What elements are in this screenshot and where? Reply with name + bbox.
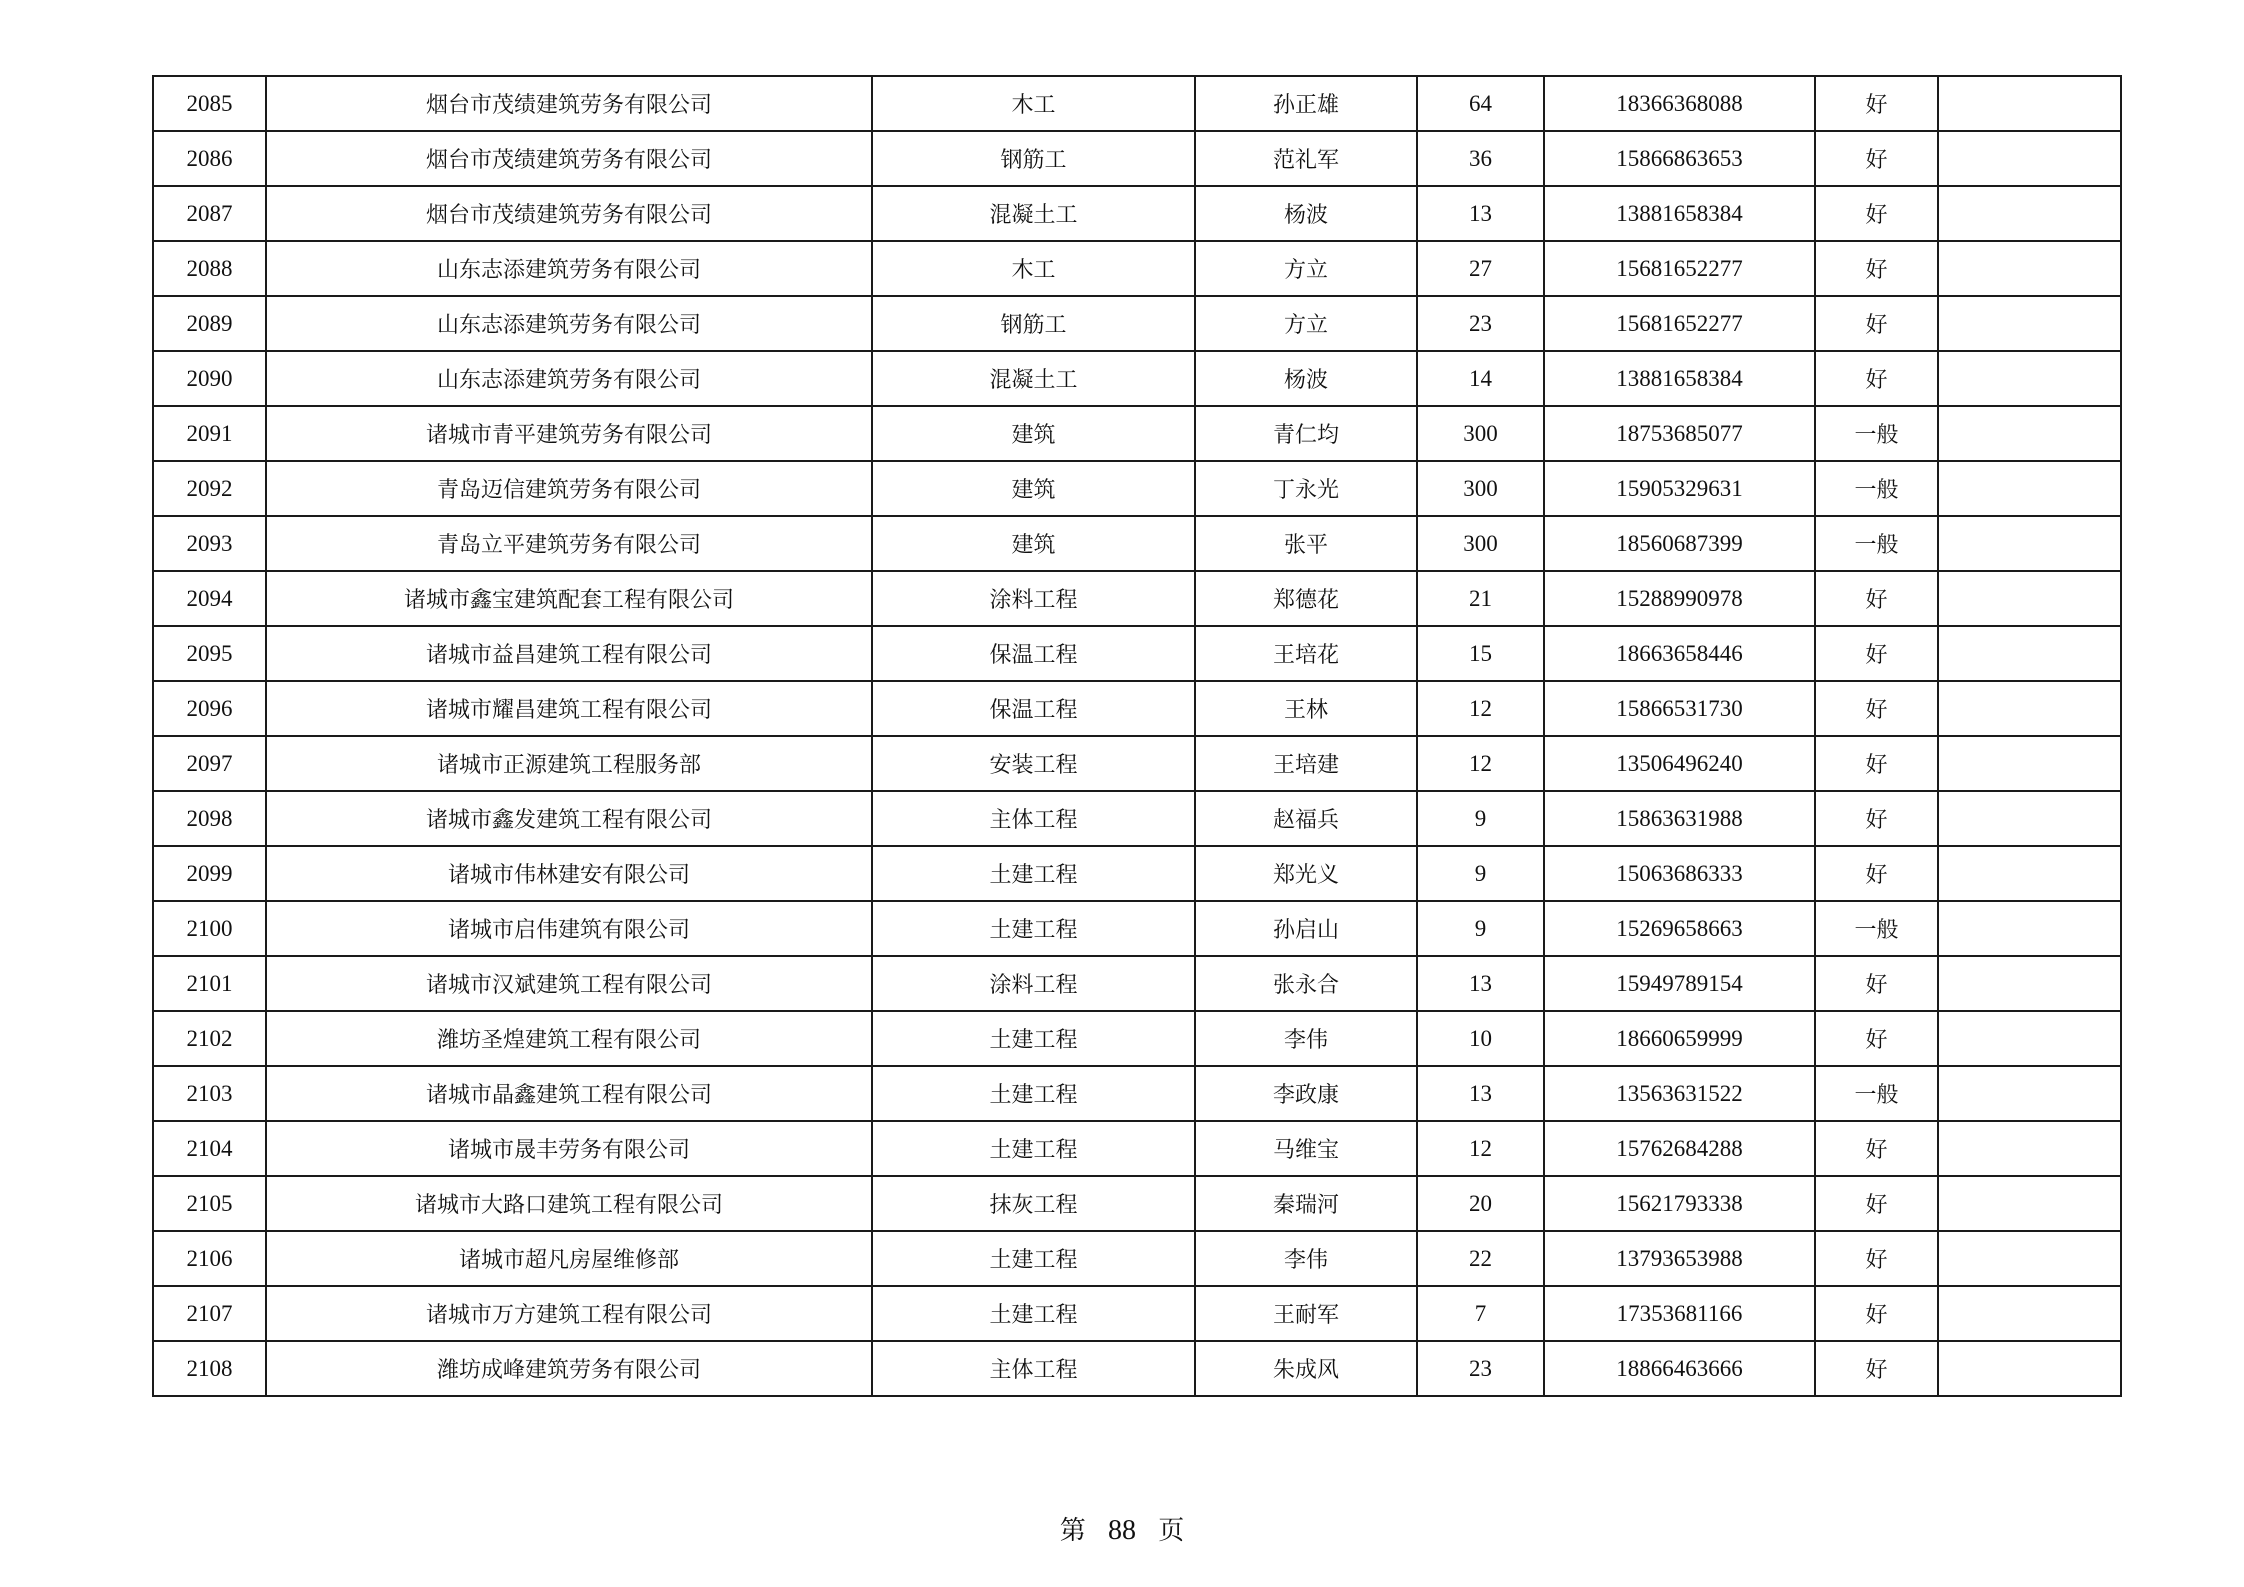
table-row [153,516,2121,571]
cell-trade: 土建工程 [872,1011,1195,1066]
cell-count: 23 [1417,1341,1544,1396]
cell-note [1938,1341,2121,1396]
cell-contact: 王林 [1195,681,1417,736]
table-row [153,1341,2121,1396]
cell-phone: 15949789154 [1544,956,1815,1011]
cell-rating: 好 [1815,846,1938,901]
cell-phone: 13793653988 [1544,1231,1815,1286]
table-row [153,626,2121,681]
cell-rating: 好 [1815,1011,1938,1066]
cell-contact: 王培建 [1195,736,1417,791]
table-row [153,1231,2121,1286]
cell-seq: 2097 [153,736,266,791]
cell-contact: 王培花 [1195,626,1417,681]
cell-seq: 2103 [153,1066,266,1121]
cell-rating: 好 [1815,681,1938,736]
cell-company: 诸城市晟丰劳务有限公司 [266,1121,872,1176]
cell-note [1938,956,2121,1011]
table-row [153,1176,2121,1231]
cell-seq: 2091 [153,406,266,461]
cell-note [1938,736,2121,791]
cell-contact: 李伟 [1195,1011,1417,1066]
cell-count: 14 [1417,351,1544,406]
cell-phone: 15866863653 [1544,131,1815,186]
cell-contact: 丁永光 [1195,461,1417,516]
cell-seq: 2105 [153,1176,266,1231]
cell-phone: 15762684288 [1544,1121,1815,1176]
cell-seq: 2101 [153,956,266,1011]
cell-trade: 混凝土工 [872,186,1195,241]
cell-company: 青岛立平建筑劳务有限公司 [266,516,872,571]
cell-rating: 好 [1815,1341,1938,1396]
cell-rating: 好 [1815,241,1938,296]
cell-note [1938,571,2121,626]
cell-count: 23 [1417,296,1544,351]
cell-seq: 2098 [153,791,266,846]
cell-phone: 15866531730 [1544,681,1815,736]
table-row [153,1121,2121,1176]
cell-rating: 好 [1815,1286,1938,1341]
table-row [153,131,2121,186]
cell-count: 13 [1417,956,1544,1011]
cell-contact: 方立 [1195,241,1417,296]
cell-seq: 2100 [153,901,266,956]
cell-note [1938,461,2121,516]
cell-phone: 18753685077 [1544,406,1815,461]
cell-rating: 好 [1815,736,1938,791]
cell-note [1938,351,2121,406]
table-row [153,241,2121,296]
cell-rating: 好 [1815,571,1938,626]
cell-trade: 涂料工程 [872,956,1195,1011]
cell-phone: 18866463666 [1544,1341,1815,1396]
cell-contact: 李政康 [1195,1066,1417,1121]
cell-trade: 土建工程 [872,901,1195,956]
cell-count: 36 [1417,131,1544,186]
cell-trade: 土建工程 [872,1231,1195,1286]
cell-phone: 15621793338 [1544,1176,1815,1231]
contractor-table [152,75,2122,1397]
cell-note [1938,131,2121,186]
cell-rating: 好 [1815,296,1938,351]
cell-count: 10 [1417,1011,1544,1066]
cell-count: 64 [1417,76,1544,131]
table-row [153,791,2121,846]
cell-trade: 混凝土工 [872,351,1195,406]
table-row [153,406,2121,461]
cell-company: 山东志添建筑劳务有限公司 [266,296,872,351]
cell-company: 烟台市茂绩建筑劳务有限公司 [266,131,872,186]
cell-company: 诸城市大路口建筑工程有限公司 [266,1176,872,1231]
cell-trade: 抹灰工程 [872,1176,1195,1231]
cell-company: 山东志添建筑劳务有限公司 [266,241,872,296]
cell-count: 13 [1417,1066,1544,1121]
cell-phone: 13881658384 [1544,351,1815,406]
table-row [153,186,2121,241]
cell-seq: 2102 [153,1011,266,1066]
cell-count: 9 [1417,791,1544,846]
cell-note [1938,1176,2121,1231]
cell-seq: 2099 [153,846,266,901]
cell-trade: 保温工程 [872,626,1195,681]
cell-contact: 郑德花 [1195,571,1417,626]
cell-note [1938,406,2121,461]
cell-seq: 2104 [153,1121,266,1176]
cell-count: 300 [1417,406,1544,461]
cell-trade: 土建工程 [872,1121,1195,1176]
cell-rating: 好 [1815,1231,1938,1286]
cell-phone: 17353681166 [1544,1286,1815,1341]
cell-contact: 范礼军 [1195,131,1417,186]
table-row [153,956,2121,1011]
table-row [153,1011,2121,1066]
cell-company: 诸城市耀昌建筑工程有限公司 [266,681,872,736]
cell-trade: 建筑 [872,516,1195,571]
cell-count: 9 [1417,846,1544,901]
table-row [153,296,2121,351]
table-row [153,571,2121,626]
table-row [153,351,2121,406]
cell-phone: 15063686333 [1544,846,1815,901]
cell-trade: 土建工程 [872,846,1195,901]
cell-trade: 钢筋工 [872,131,1195,186]
cell-count: 13 [1417,186,1544,241]
cell-phone: 15681652277 [1544,241,1815,296]
cell-company: 青岛迈信建筑劳务有限公司 [266,461,872,516]
cell-phone: 18560687399 [1544,516,1815,571]
cell-seq: 2106 [153,1231,266,1286]
cell-count: 22 [1417,1231,1544,1286]
cell-count: 12 [1417,736,1544,791]
cell-rating: 好 [1815,351,1938,406]
cell-rating: 好 [1815,186,1938,241]
cell-note [1938,186,2121,241]
cell-contact: 方立 [1195,296,1417,351]
cell-company: 潍坊成峰建筑劳务有限公司 [266,1341,872,1396]
cell-seq: 2090 [153,351,266,406]
cell-note [1938,296,2121,351]
cell-company: 诸城市超凡房屋维修部 [266,1231,872,1286]
cell-seq: 2096 [153,681,266,736]
cell-trade: 木工 [872,241,1195,296]
cell-trade: 土建工程 [872,1066,1195,1121]
cell-contact: 赵福兵 [1195,791,1417,846]
cell-rating: 一般 [1815,406,1938,461]
table-row [153,461,2121,516]
cell-note [1938,681,2121,736]
cell-company: 诸城市鑫宝建筑配套工程有限公司 [266,571,872,626]
table-row [153,681,2121,736]
cell-phone: 15288990978 [1544,571,1815,626]
cell-note [1938,1286,2121,1341]
cell-phone: 15681652277 [1544,296,1815,351]
cell-note [1938,1121,2121,1176]
cell-seq: 2093 [153,516,266,571]
cell-phone: 18663658446 [1544,626,1815,681]
cell-seq: 2089 [153,296,266,351]
cell-contact: 杨波 [1195,186,1417,241]
cell-count: 7 [1417,1286,1544,1341]
cell-contact: 张平 [1195,516,1417,571]
cell-trade: 建筑 [872,406,1195,461]
cell-phone: 18660659999 [1544,1011,1815,1066]
cell-note [1938,791,2121,846]
cell-company: 诸城市启伟建筑有限公司 [266,901,872,956]
cell-count: 15 [1417,626,1544,681]
cell-company: 山东志添建筑劳务有限公司 [266,351,872,406]
cell-contact: 郑光义 [1195,846,1417,901]
page-number: 88 [1108,1515,1136,1546]
cell-count: 21 [1417,571,1544,626]
cell-contact: 杨波 [1195,351,1417,406]
cell-trade: 安装工程 [872,736,1195,791]
cell-count: 20 [1417,1176,1544,1231]
cell-company: 诸城市汉斌建筑工程有限公司 [266,956,872,1011]
cell-trade: 钢筋工 [872,296,1195,351]
cell-phone: 18366368088 [1544,76,1815,131]
cell-rating: 一般 [1815,461,1938,516]
cell-contact: 孙启山 [1195,901,1417,956]
cell-company: 诸城市鑫发建筑工程有限公司 [266,791,872,846]
cell-company: 潍坊圣煌建筑工程有限公司 [266,1011,872,1066]
cell-contact: 孙正雄 [1195,76,1417,131]
table-row [153,1066,2121,1121]
table-row [153,76,2121,131]
cell-trade: 木工 [872,76,1195,131]
cell-contact: 王耐军 [1195,1286,1417,1341]
cell-seq: 2108 [153,1341,266,1396]
table-body [153,76,2121,1396]
table-row [153,901,2121,956]
cell-rating: 好 [1815,131,1938,186]
cell-phone: 15269658663 [1544,901,1815,956]
cell-trade: 保温工程 [872,681,1195,736]
cell-rating: 一般 [1815,901,1938,956]
cell-count: 27 [1417,241,1544,296]
table-row [153,1286,2121,1341]
cell-company: 诸城市万方建筑工程有限公司 [266,1286,872,1341]
cell-seq: 2107 [153,1286,266,1341]
page-prefix: 第 [1059,1516,1086,1546]
page-suffix: 页 [1158,1516,1185,1546]
cell-rating: 一般 [1815,1066,1938,1121]
cell-trade: 主体工程 [872,791,1195,846]
cell-note [1938,516,2121,571]
cell-contact: 朱成风 [1195,1341,1417,1396]
cell-seq: 2088 [153,241,266,296]
cell-phone: 15905329631 [1544,461,1815,516]
cell-seq: 2092 [153,461,266,516]
cell-seq: 2087 [153,186,266,241]
table-row [153,846,2121,901]
cell-company: 诸城市伟林建安有限公司 [266,846,872,901]
cell-seq: 2085 [153,76,266,131]
cell-seq: 2095 [153,626,266,681]
table-row [153,736,2121,791]
cell-note [1938,901,2121,956]
cell-company: 烟台市茂绩建筑劳务有限公司 [266,186,872,241]
cell-trade: 建筑 [872,461,1195,516]
cell-contact: 张永合 [1195,956,1417,1011]
cell-seq: 2094 [153,571,266,626]
cell-note [1938,626,2121,681]
cell-note [1938,846,2121,901]
cell-contact: 马维宝 [1195,1121,1417,1176]
cell-count: 9 [1417,901,1544,956]
cell-rating: 好 [1815,1176,1938,1231]
cell-note [1938,76,2121,131]
cell-count: 12 [1417,681,1544,736]
cell-note [1938,1066,2121,1121]
cell-company: 烟台市茂绩建筑劳务有限公司 [266,76,872,131]
cell-rating: 好 [1815,956,1938,1011]
cell-phone: 13881658384 [1544,186,1815,241]
cell-rating: 一般 [1815,516,1938,571]
cell-note [1938,1011,2121,1066]
cell-company: 诸城市晶鑫建筑工程有限公司 [266,1066,872,1121]
cell-note [1938,1231,2121,1286]
page-footer [0,1510,2244,1547]
cell-contact: 青仁均 [1195,406,1417,461]
cell-trade: 土建工程 [872,1286,1195,1341]
cell-count: 300 [1417,516,1544,571]
cell-note [1938,241,2121,296]
cell-rating: 好 [1815,1121,1938,1176]
cell-trade: 涂料工程 [872,571,1195,626]
cell-phone: 15863631988 [1544,791,1815,846]
cell-rating: 好 [1815,791,1938,846]
cell-count: 300 [1417,461,1544,516]
cell-phone: 13506496240 [1544,736,1815,791]
cell-contact: 李伟 [1195,1231,1417,1286]
cell-contact: 秦瑞河 [1195,1176,1417,1231]
cell-count: 12 [1417,1121,1544,1176]
cell-trade: 主体工程 [872,1341,1195,1396]
cell-rating: 好 [1815,626,1938,681]
cell-seq: 2086 [153,131,266,186]
cell-phone: 13563631522 [1544,1066,1815,1121]
cell-company: 诸城市益昌建筑工程有限公司 [266,626,872,681]
cell-company: 诸城市正源建筑工程服务部 [266,736,872,791]
cell-company: 诸城市青平建筑劳务有限公司 [266,406,872,461]
cell-rating: 好 [1815,76,1938,131]
